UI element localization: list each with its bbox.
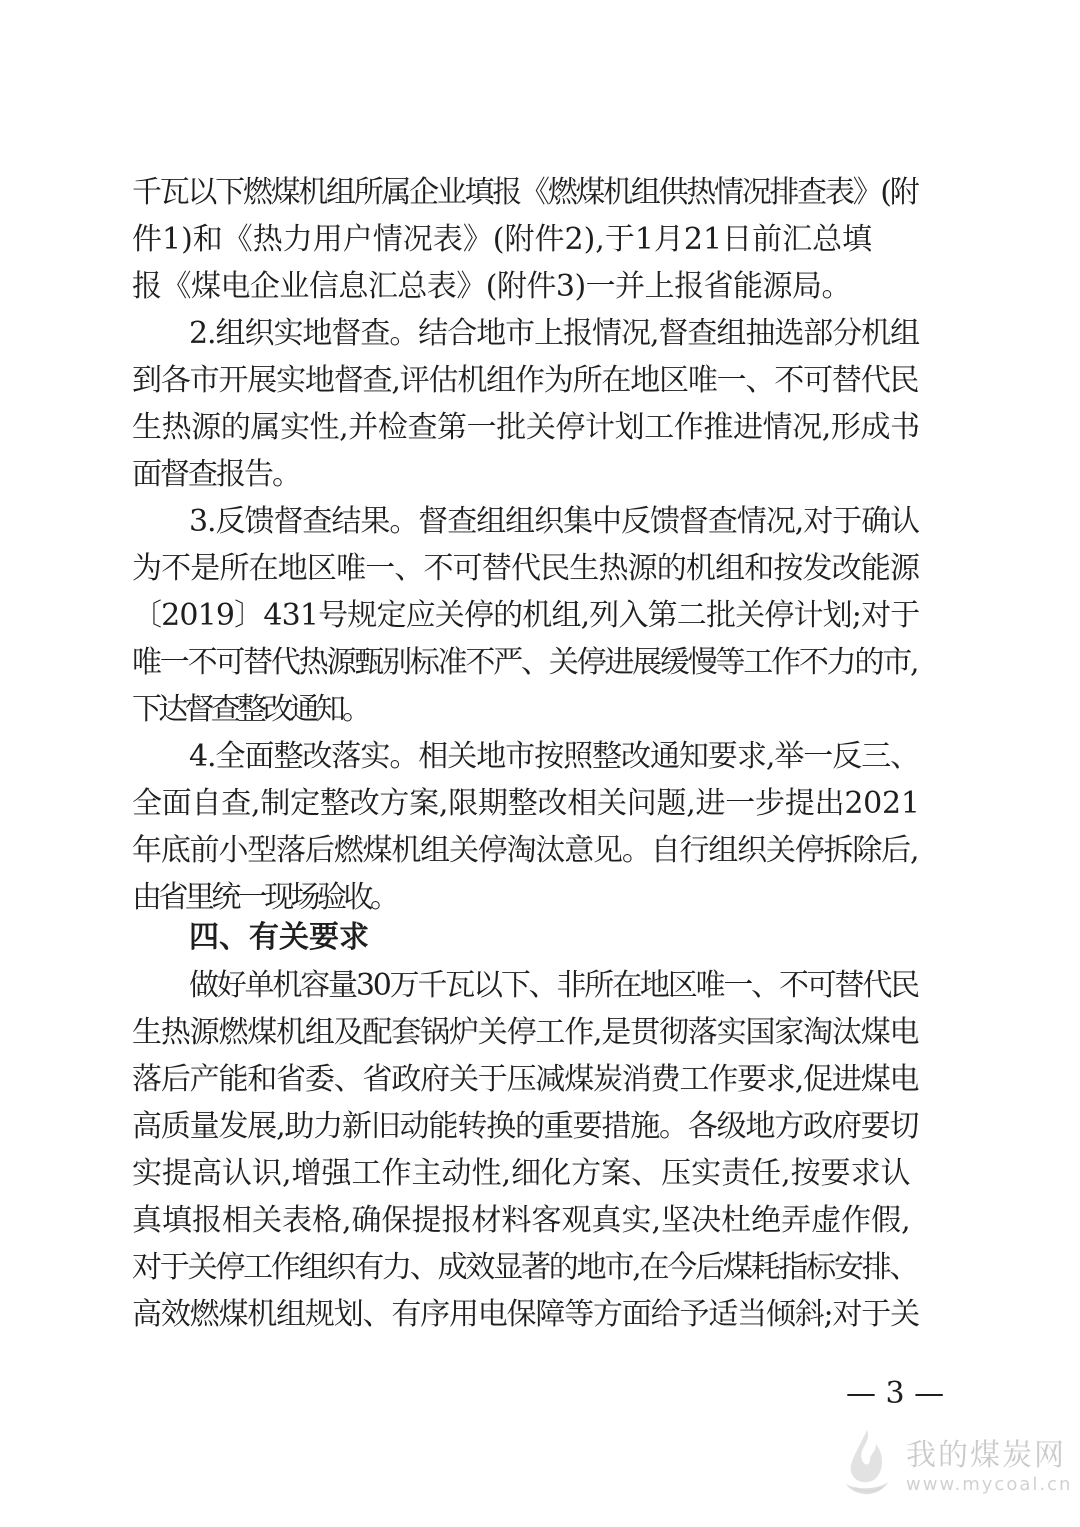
section-heading: 四、有关要求 xyxy=(189,920,369,955)
watermark xyxy=(840,1422,1073,1512)
page-number: — 3 — xyxy=(846,1376,945,1411)
text-line: 高质量发展,助力新旧动能转换的重要措施。各级地方政府要切 xyxy=(132,1109,919,1144)
text-line: 件1)和《热力用户情况表》(附件2),于1月21日前汇总填 xyxy=(132,222,873,257)
text-line: 对于关停工作组织有力、成效显著的地市,在今后煤耗指标安排、 xyxy=(132,1250,918,1285)
watermark-url: www.mycoal.cn xyxy=(906,1474,1073,1495)
text-line: 实提高认识,增强工作主动性,细化方案、压实责任,按要求认 xyxy=(132,1156,911,1191)
text-line: 〔2019〕431号规定应关停的机组,列入第二批关停计划;对于 xyxy=(132,598,920,633)
text-line: 报《煤电企业信息汇总表》(附件3)一并上报省能源局。 xyxy=(132,269,851,304)
text-line: 落后产能和省委、省政府关于压减煤炭消费工作要求,促进煤电 xyxy=(132,1062,919,1097)
text-line: 全面自查,制定整改方案,限期整改相关问题,进一步提出2021 xyxy=(132,786,920,821)
text-line: 到各市开展实地督查,评估机组作为所在地区唯一、不可替代民 xyxy=(132,363,919,398)
text-line: 真填报相关表格,确保提报材料客观真实,坚决杜绝弄虚作假, xyxy=(132,1203,911,1238)
text-line: 3.反馈督查结果。督查组组织集中反馈督查情况,对于确认 xyxy=(189,504,920,539)
text-line: 高效燃煤机组规划、有序用电保障等方面给予适当倾斜;对于关 xyxy=(132,1297,919,1332)
text-line: 由省里统一现场验收。 xyxy=(132,880,397,915)
text-line: 下达督查整改通知。 xyxy=(132,692,369,727)
text-line: 千瓦以下燃煤机组所属企业填报《燃煤机组供热情况排查表》(附 xyxy=(132,175,918,210)
text-line: 为不是所在地区唯一、不可替代民生热源的机组和按发改能源 xyxy=(132,551,920,586)
watermark-name: 我的煤炭网 xyxy=(906,1438,1066,1473)
text-line: 2.组织实地督查。结合地市上报情况,督查组抽选部分机组 xyxy=(189,316,920,351)
text-line: 年底前小型落后燃煤机组关停淘汰意见。自行组织关停拆除后, xyxy=(132,833,919,868)
text-line: 唯一不可替代热源甄别标准不严、关停进展缓慢等工作不力的市, xyxy=(132,645,918,680)
flame-logo-icon xyxy=(840,1426,894,1498)
text-line: 生热源燃煤机组及配套锅炉关停工作,是贯彻落实国家淘汰煤电 xyxy=(132,1015,919,1050)
text-line: 做好单机容量30万千瓦以下、非所在地区唯一、不可替代民 xyxy=(189,968,918,1003)
text-line: 4.全面整改落实。相关地市按照整改通知要求,举一反三、 xyxy=(189,739,920,774)
text-line: 生热源的属实性,并检查第一批关停计划工作推进情况,形成书 xyxy=(132,410,920,445)
text-line: 面督查报告。 xyxy=(132,457,300,492)
